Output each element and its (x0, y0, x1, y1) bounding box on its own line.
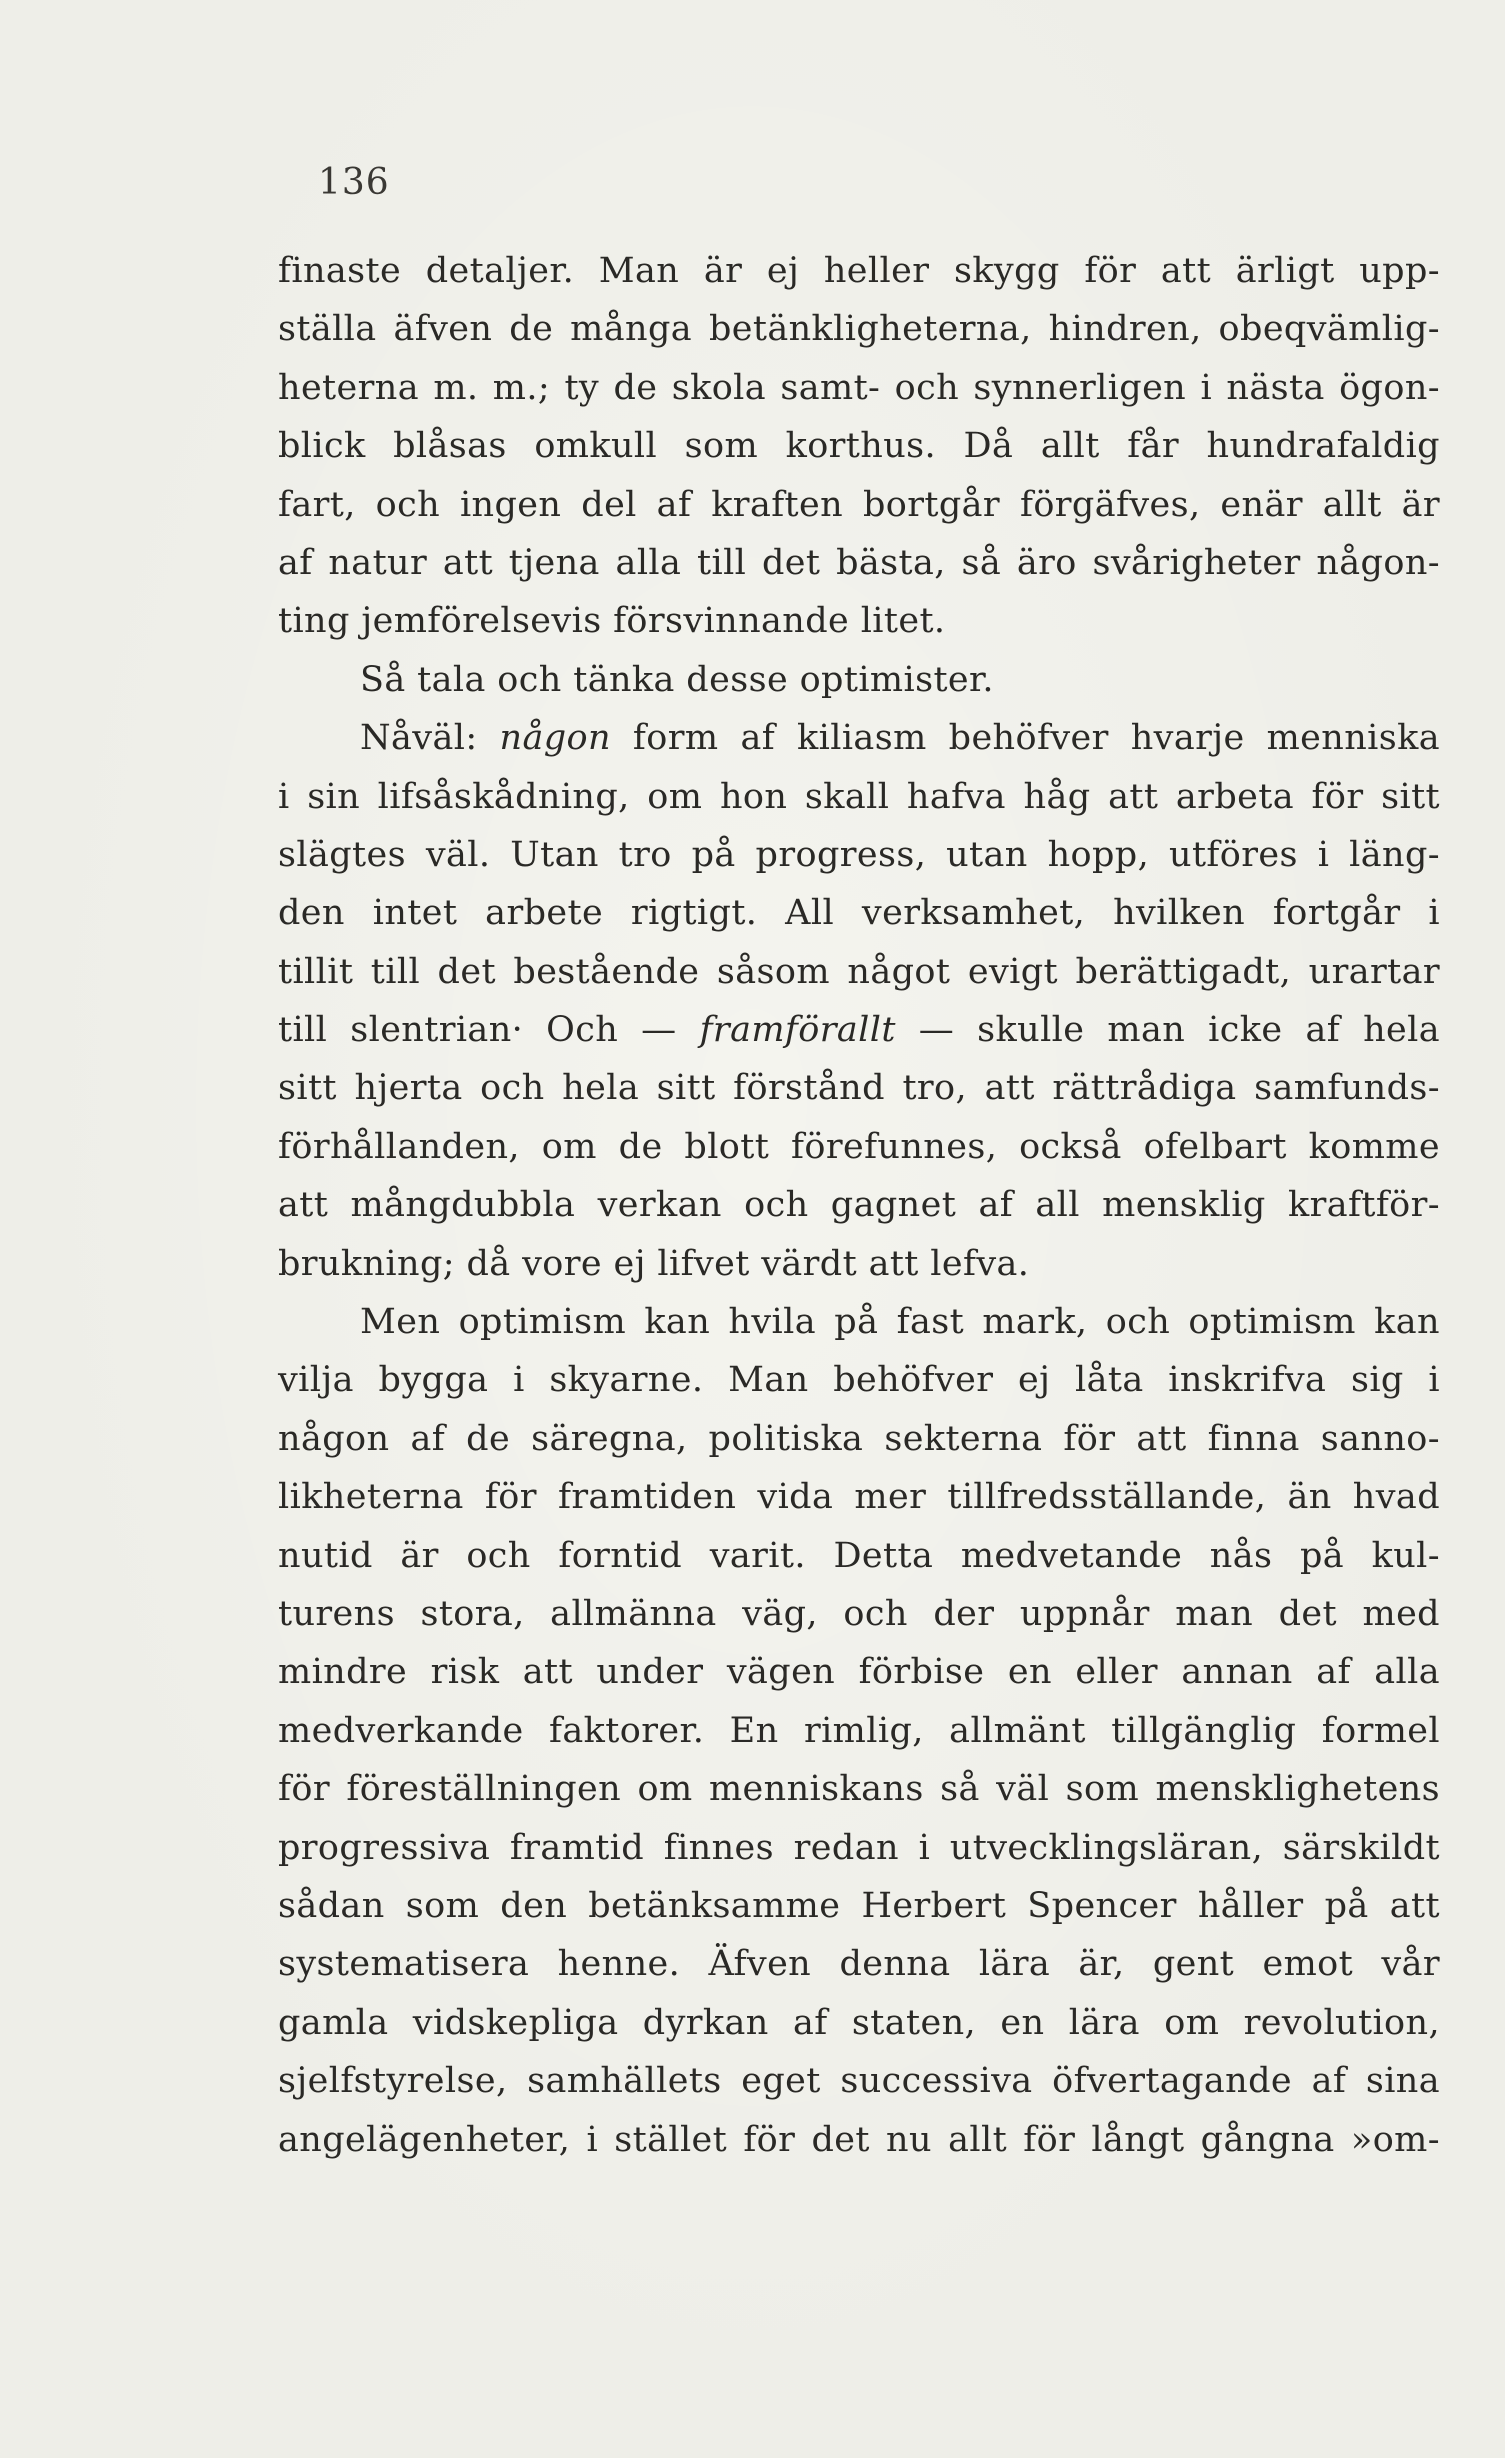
text-line: ställa äfven de många betänkligheterna, hindren, obeqvämlig- (278, 309, 1440, 350)
text-line: vilja bygga i skyarne. Man behöfver ej låta inskrifva sig i (278, 1360, 1440, 1401)
text-line: någon af de säregna, politiska sekterna för att finna sanno- (278, 1418, 1440, 1459)
page-number: 136 (318, 162, 390, 203)
text-line: turens stora, allmänna väg, och der uppnår man det med (278, 1593, 1440, 1634)
text-line: likheterna för framtiden vida mer tillfredsställande, än hvad (278, 1477, 1440, 1518)
text-line: sitt hjerta och hela sitt förstånd tro, att rättrådiga samfunds- (278, 1068, 1440, 1109)
text-line: ting jemförelsevis försvinnande litet. (278, 601, 946, 642)
line-segment: — skulle man icke af hela (895, 1010, 1440, 1051)
line-segment: till slentrian· Och — (278, 1010, 700, 1051)
text-line (278, 1001, 1440, 1059)
text-line: finaste detaljer. Man är ej heller skygg för att ärligt upp- (278, 251, 1440, 291)
line-segment: Nåväl: (360, 718, 500, 759)
text-line: angelägenheter, i stället för det nu allt för långt gångna »om- (278, 2119, 1440, 2160)
text-line: sjelfstyrelse, samhällets eget successiva öfvertagande af sina (278, 2061, 1440, 2102)
text-line: slägtes väl. Utan tro på progress, utan hopp, utföres i läng- (278, 834, 1440, 875)
text-line (278, 709, 1440, 767)
text-line: för föreställningen om menniskans så väl som mensklighetens (278, 1769, 1440, 1810)
text-line: progressiva framtid finnes redan i utvecklingsläran, särskildt (278, 1827, 1440, 1868)
text-line: Men optimism kan hvila på fast mark, och optimism kan (360, 1302, 1440, 1343)
text-line: blick blåsas omkull som korthus. Då allt får hundrafaldig (278, 426, 1440, 467)
body-text (278, 242, 1440, 2169)
text-line: i sin lifsåskådning, om hon skall hafva håg att arbeta för sitt (278, 776, 1440, 817)
text-line: mindre risk att under vägen förbise en eller annan af alla (278, 1652, 1440, 1693)
text-line: systematisera henne. Äfven denna lära är, gent emot vår (278, 1944, 1440, 1985)
text-line: tillit till det bestående såsom något evigt berättigadt, urartar (278, 951, 1440, 992)
text-line: att mångdubbla verkan och gagnet af all mensklig kraftför- (278, 1185, 1440, 1226)
text-line: medverkande faktorer. En rimlig, allmänt tillgänglig formel (278, 1710, 1440, 1751)
text-line: Så tala och tänka desse optimister. (360, 659, 994, 700)
emphasis-word: någon (499, 718, 611, 759)
text-line: den intet arbete rigtigt. All verksamhet, hvilken fortgår i (278, 893, 1440, 934)
emphasis-word: framförallt (699, 1010, 896, 1051)
text-line: nutid är och forntid varit. Detta medvetande nås på kul- (278, 1535, 1440, 1576)
text-line: heterna m. m.; ty de skola samt- och synnerligen i nästa ögon- (278, 367, 1440, 408)
line-segment: form af kiliasm behöfver hvarje menniska (610, 718, 1440, 759)
text-line: gamla vidskepliga dyrkan af staten, en lära om revolution, (278, 2002, 1440, 2043)
text-line: förhållanden, om de blott förefunnes, också ofelbart komme (278, 1126, 1440, 1167)
text-line: fart, och ingen del af kraften bortgår förgäfves, enär allt är (278, 484, 1440, 525)
text-line: brukning; då vore ej lifvet värdt att lefva. (278, 1243, 1030, 1284)
text-line: af natur att tjena alla till det bästa, så äro svårigheter någon- (278, 542, 1440, 583)
text-line: sådan som den betänksamme Herbert Spencer håller på att (278, 1885, 1440, 1926)
